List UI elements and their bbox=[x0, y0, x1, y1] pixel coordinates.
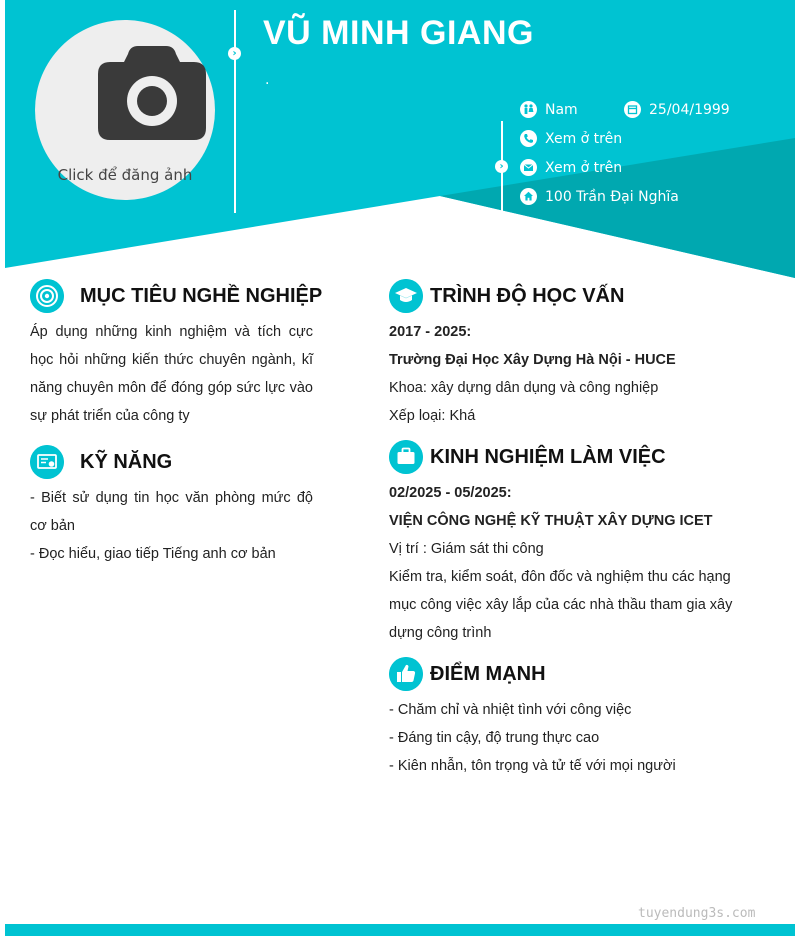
calendar-icon bbox=[624, 101, 641, 118]
objective-heading[interactable] bbox=[30, 279, 322, 313]
address-value: 100 Trần Đại Nghĩa bbox=[545, 188, 679, 205]
target-icon bbox=[30, 279, 64, 313]
gender-icon bbox=[520, 101, 537, 118]
chevron-right-icon: › bbox=[228, 47, 241, 60]
strengths-heading[interactable] bbox=[389, 657, 546, 691]
birthday-value: 25/04/1999 bbox=[649, 101, 730, 118]
watermark: tuyendung3s.com bbox=[638, 906, 756, 921]
candidate-subtitle[interactable]: . bbox=[265, 72, 270, 88]
skills-title: KỸ NĂNG bbox=[80, 450, 173, 473]
home-icon bbox=[520, 188, 537, 205]
strengths-title: ĐIỂM MẠNH bbox=[430, 662, 546, 685]
experience-period[interactable]: 02/2025 - 05/2025: bbox=[389, 485, 512, 501]
strengths-item[interactable]: - Kiên nhẫn, tôn trọng và tử tế với mọi người bbox=[389, 758, 676, 774]
phone-info[interactable] bbox=[520, 130, 622, 147]
skills-heading[interactable] bbox=[30, 445, 172, 479]
thumbs-up-icon bbox=[389, 657, 423, 691]
camera-icon bbox=[98, 46, 206, 140]
email-icon bbox=[520, 159, 537, 176]
strengths-item[interactable]: - Chăm chỉ và nhiệt tình với công việc bbox=[389, 702, 632, 718]
education-period[interactable]: 2017 - 2025: bbox=[389, 324, 472, 340]
gender-info[interactable] bbox=[520, 101, 578, 118]
education-school[interactable]: Trường Đại Học Xây Dựng Hà Nội - HUCE bbox=[389, 352, 676, 368]
chevron-right-icon: › bbox=[495, 160, 508, 173]
education-rank[interactable]: Xếp loại: Khá bbox=[389, 408, 476, 424]
skills-item[interactable]: - Biết sử dụng tin học văn phòng mức độ cơ bản bbox=[30, 490, 313, 534]
cv-page bbox=[5, 0, 795, 936]
phone-value: Xem ở trên bbox=[545, 130, 623, 147]
objective-title: MỤC TIÊU NGHỀ NGHIỆP bbox=[80, 284, 323, 307]
experience-description[interactable]: Kiểm tra, kiểm soát, đôn đốc và nghiệm thu các hạng mục công việc xây lắp của các nhà thầu tham gia xây dựng công trình bbox=[389, 569, 733, 641]
header-divider bbox=[234, 10, 236, 213]
gender-value: Nam bbox=[545, 101, 578, 118]
phone-icon bbox=[520, 130, 537, 147]
certificate-icon bbox=[30, 445, 64, 479]
experience-company[interactable]: VIỆN CÔNG NGHỆ KỸ THUẬT XÂY DỰNG ICET bbox=[389, 513, 713, 529]
briefcase-icon bbox=[389, 440, 423, 474]
birthday-info[interactable] bbox=[624, 101, 730, 118]
education-title: TRÌNH ĐỘ HỌC VẤN bbox=[430, 284, 625, 307]
strengths-item[interactable]: - Đáng tin cậy, độ trung thực cao bbox=[389, 730, 600, 746]
objective-text[interactable]: Áp dụng những kinh nghiệm và tích cực học hỏi những kiến thức chuyên ngành, kĩ năng chuyên môn để đóng góp sức lực vào sự phát triển của công ty bbox=[30, 324, 313, 424]
experience-heading[interactable] bbox=[389, 440, 666, 474]
graduation-cap-icon bbox=[389, 279, 423, 313]
experience-title: KINH NGHIỆM LÀM VIỆC bbox=[430, 445, 666, 468]
address-info[interactable] bbox=[520, 188, 679, 205]
footer-bar bbox=[5, 924, 795, 936]
email-value: Xem ở trên bbox=[545, 159, 623, 176]
email-info[interactable] bbox=[520, 159, 622, 176]
avatar-label: Click để đăng ảnh bbox=[57, 166, 193, 184]
education-heading[interactable] bbox=[389, 279, 624, 313]
education-faculty[interactable]: Khoa: xây dựng dân dụng và công nghiệp bbox=[389, 380, 659, 396]
avatar-upload[interactable] bbox=[35, 20, 215, 200]
experience-position[interactable]: Vị trí : Giám sát thi công bbox=[389, 541, 544, 557]
skills-item[interactable]: - Đọc hiểu, giao tiếp Tiếng anh cơ bản bbox=[30, 546, 276, 562]
candidate-name[interactable]: VŨ MINH GIANG bbox=[263, 14, 534, 52]
